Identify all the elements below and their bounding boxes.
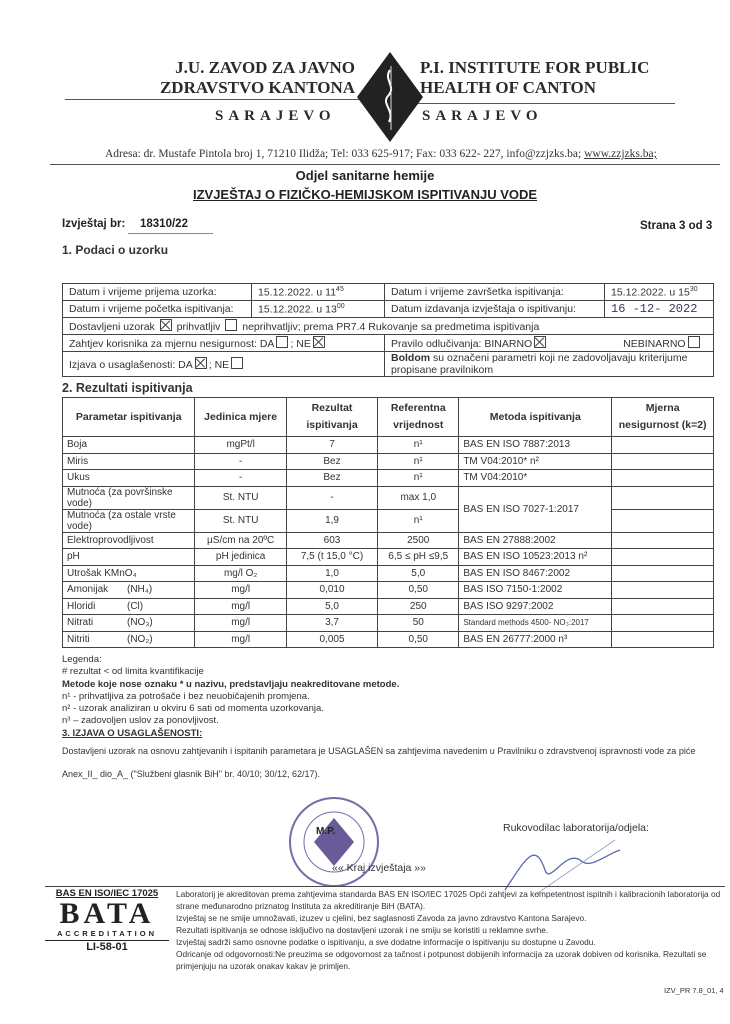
end-of-report: «« Kraj izvještaja »» bbox=[332, 862, 426, 874]
table-row bbox=[63, 453, 714, 470]
param-cell: Boja bbox=[63, 437, 195, 454]
table-row bbox=[63, 549, 714, 566]
table-row bbox=[63, 598, 714, 615]
param-name: Nitriti bbox=[67, 633, 90, 645]
bold-note-bold: Boldom bbox=[391, 352, 431, 364]
param-cell bbox=[63, 615, 195, 632]
issued-label: Datum izdavanja izvještaja o ispitivanju: bbox=[385, 301, 605, 318]
table-row bbox=[63, 352, 714, 377]
decision-rule-label: Pravilo odlučivanja: BINARNO bbox=[391, 338, 533, 350]
results-table bbox=[62, 397, 714, 648]
diamond-caduceus-logo-icon bbox=[355, 52, 425, 142]
col-reference: Referentna vrijednost bbox=[378, 398, 459, 437]
section3-title: 3. IZJAVA O USAGLAŠENOSTI: bbox=[62, 727, 203, 739]
table-row bbox=[63, 486, 714, 509]
ref-cell: 6,5 ≤ pH ≤9,5 bbox=[378, 549, 459, 566]
accept-checkbox[interactable] bbox=[160, 319, 172, 331]
result-cell: 7 bbox=[286, 437, 377, 454]
bold-note-text: su označeni parametri koji ne zadovoljavaju kriterijume propisane pravilnikom bbox=[391, 352, 688, 376]
unit-cell: µS/cm na 20ºC bbox=[195, 532, 286, 549]
result-cell: Bez bbox=[286, 453, 377, 470]
unit-cell: mg/l bbox=[195, 582, 286, 599]
report-title: IZVJEŠTAJ O FIZIČKO-HEMIJSKOM ISPITIVANJU VODE bbox=[192, 187, 538, 202]
legend-unaccredited: Metode koje nose oznaku * u nazivu, predstavljaju neakreditovane metode. bbox=[62, 678, 400, 690]
ref-cell: max 1,0 bbox=[378, 486, 459, 509]
result-cell: - bbox=[286, 486, 377, 509]
col-parameter: Parametar ispitivanja bbox=[63, 398, 195, 437]
nonbinary-checkbox[interactable] bbox=[688, 336, 700, 348]
param-cell: Utrošak KMnO₄ bbox=[63, 565, 195, 582]
table-row bbox=[63, 318, 714, 335]
method-cell: BAS ISO 7150-1:2002 bbox=[459, 582, 612, 599]
ref-cell: n¹ bbox=[378, 470, 459, 487]
unit-cell: - bbox=[195, 470, 286, 487]
uncertainty-ne-checkbox[interactable] bbox=[313, 336, 325, 348]
ref-cell: 2500 bbox=[378, 532, 459, 549]
uncertainty-cell bbox=[612, 565, 714, 582]
bata-accreditation-logo bbox=[45, 888, 169, 953]
uncertainty-cell bbox=[612, 509, 714, 532]
start-date: 15.12.2022. u 13 bbox=[258, 303, 337, 316]
method-cell: Standard methods 4500- NO₃:2017 bbox=[459, 615, 612, 632]
accreditation-brand: BATA bbox=[59, 897, 155, 930]
issued-date-stamp: 16 -12- 2022 bbox=[605, 301, 714, 318]
footer-rule bbox=[45, 886, 725, 887]
table-row bbox=[63, 335, 714, 352]
footer-line: strane međunarodno priznatog Instituta za akreditiranje BiH (BATA). bbox=[176, 901, 426, 911]
ref-cell: 50 bbox=[378, 615, 459, 632]
method-cell: BAS EN ISO 8467:2002 bbox=[459, 565, 612, 582]
uncertainty-cell bbox=[612, 486, 714, 509]
table-row bbox=[63, 437, 714, 454]
conformity-da-checkbox[interactable] bbox=[195, 357, 207, 369]
section1-title: 1. Podaci o uzorku bbox=[62, 243, 169, 257]
footer-line: Izvještaj sadrži samo osnovne podatke o ispitivanju, a sve dodatne informacije o ispitivanju su dostupne u Zavodu. bbox=[176, 937, 596, 947]
param-name: Amonijak bbox=[67, 584, 109, 596]
result-cell: 0,010 bbox=[286, 582, 377, 599]
report-number-underline bbox=[128, 233, 213, 234]
reject-label: neprihvatljiv; prema PR7.4 Rukovanje sa predmetima ispitivanja bbox=[242, 321, 540, 333]
uncertainty-cell bbox=[612, 631, 714, 648]
start-min: 00 bbox=[336, 302, 345, 310]
result-cell: Bez bbox=[286, 470, 377, 487]
header-rule-right bbox=[395, 103, 675, 104]
uncertainty-cell bbox=[612, 453, 714, 470]
accreditation-code: LI-58-01 bbox=[86, 941, 128, 953]
legend-n1: n¹ - prihvatljiva za potrošače i bez neuobičajenih promjena. bbox=[62, 690, 310, 702]
uncertainty-cell bbox=[612, 615, 714, 632]
address-line bbox=[105, 148, 657, 160]
section2-title: 2. Rezultati ispitivanja bbox=[62, 381, 193, 395]
accept-label: prihvatljiv bbox=[176, 321, 221, 333]
param-formula: (Cl) bbox=[127, 600, 144, 612]
param-cell: Miris bbox=[63, 453, 195, 470]
website-link[interactable]: www.zzjzks.ba; bbox=[584, 148, 657, 160]
table-row bbox=[63, 509, 714, 532]
ref-cell: n¹ bbox=[378, 509, 459, 532]
result-cell: 1,9 bbox=[286, 509, 377, 532]
department-title: Odjel sanitarne hemije bbox=[295, 168, 435, 183]
param-cell bbox=[63, 582, 195, 599]
uncertainty-cell bbox=[612, 549, 714, 566]
sample-info-table bbox=[62, 283, 714, 377]
param-name: Hloridi bbox=[67, 600, 96, 612]
official-stamp-icon bbox=[288, 796, 380, 888]
ref-cell: 5,0 bbox=[378, 565, 459, 582]
ref-cell: n¹ bbox=[378, 437, 459, 454]
uncertainty-da-checkbox[interactable] bbox=[276, 336, 288, 348]
header-left-line1: J.U. ZAVOD ZA JAVNO bbox=[175, 58, 355, 77]
table-header-row bbox=[63, 398, 714, 437]
report-number: 18310/22 bbox=[140, 218, 188, 230]
uncertainty-cell bbox=[612, 582, 714, 599]
table-row bbox=[63, 565, 714, 582]
param-cell: Elektroprovodljivost bbox=[63, 532, 195, 549]
unit-cell: - bbox=[195, 453, 286, 470]
city-right: SARAJEVO bbox=[422, 108, 543, 124]
col-uncertainty: Mjerna nesigurnost (k=2) bbox=[612, 398, 714, 437]
address-text: Adresa: dr. Mustafe Pintola broj 1, 71210 Ilidža; Tel: 033 625-917; Fax: 033 622- 227, info@zzjzks.ba; bbox=[105, 148, 582, 160]
finished-value bbox=[605, 284, 714, 301]
footer-line: primjenjuju na uzorak onakav kakav je primljen. bbox=[176, 961, 351, 971]
param-cell bbox=[63, 598, 195, 615]
param-cell: Mutnoća (za površinske vode) bbox=[63, 486, 195, 509]
footer-disclaimer bbox=[176, 888, 721, 972]
result-cell: 3,7 bbox=[286, 615, 377, 632]
legend-n3: n³ – zadovoljen uslov za ponovljivost. bbox=[62, 715, 219, 727]
header-rule-left bbox=[65, 99, 370, 100]
param-formula: (NH₄) bbox=[127, 584, 153, 596]
conformity-ne-checkbox[interactable] bbox=[231, 357, 243, 369]
table-row bbox=[63, 470, 714, 487]
result-cell: 0,005 bbox=[286, 631, 377, 648]
legend-title: Legenda: bbox=[62, 654, 102, 665]
report-number-label: Izvještaj br: bbox=[62, 218, 126, 230]
method-cell: BAS EN ISO 10523:2013 n² bbox=[459, 549, 612, 566]
received-min: 45 bbox=[336, 285, 344, 293]
city-left: SARAJEVO bbox=[215, 108, 336, 124]
form-code: IZV_PR 7.8_01, 4 bbox=[664, 986, 724, 995]
col-method: Metoda ispitivanja bbox=[459, 398, 612, 437]
result-cell: 5,0 bbox=[286, 598, 377, 615]
ref-cell: n¹ bbox=[378, 453, 459, 470]
param-name: Nitrati bbox=[67, 617, 94, 629]
nonbinary-label: NEBINARNO bbox=[623, 338, 686, 350]
finished-date: 15.12.2022. u 15 bbox=[611, 286, 690, 299]
received-value bbox=[252, 284, 385, 301]
institute-name-local bbox=[160, 58, 355, 98]
table-row bbox=[63, 631, 714, 648]
uncertainty-label: Zahtjev korisnika za mjernu nesigurnost: DA bbox=[69, 338, 275, 350]
accreditation-standard: BAS EN ISO/IEC 17025 bbox=[55, 888, 159, 899]
method-cell: BAS EN 27888:2002 bbox=[459, 532, 612, 549]
col-result: Rezultat ispitivanja bbox=[286, 398, 377, 437]
unit-cell: mg/l bbox=[195, 631, 286, 648]
param-cell: Mutnoća (za ostale vrste vode) bbox=[63, 509, 195, 532]
footer-line: Izvještaj se ne smije umnožavati, izuzev u cjelini, bez saglasnosti Zavoda za javno zdravstvo Kantona Sarajevo. bbox=[176, 913, 587, 923]
reject-checkbox[interactable] bbox=[225, 319, 237, 331]
uncertainty-cell bbox=[612, 437, 714, 454]
legend bbox=[62, 654, 399, 740]
header-left-line2: ZDRAVSTVO KANTONA bbox=[159, 78, 355, 97]
address-rule bbox=[50, 164, 720, 165]
method-cell: BAS EN 26777:2000 n³ bbox=[459, 631, 612, 648]
param-cell: pH bbox=[63, 549, 195, 566]
table-row bbox=[63, 582, 714, 599]
header-right-line2: HEALTH OF CANTON bbox=[420, 78, 597, 97]
unit-cell: mg/l O₂ bbox=[195, 565, 286, 582]
method-cell: TM V04:2010* bbox=[459, 470, 612, 487]
binary-checkbox[interactable] bbox=[534, 336, 546, 348]
sample-prefix: Dostavljeni uzorak bbox=[69, 321, 155, 333]
table-row bbox=[63, 532, 714, 549]
uncertainty-cell bbox=[612, 598, 714, 615]
start-value bbox=[252, 301, 385, 318]
unit-cell: mg/l bbox=[195, 615, 286, 632]
conformity-ne-label: ; NE bbox=[208, 359, 230, 371]
ref-cell: 0,50 bbox=[378, 582, 459, 599]
table-row bbox=[63, 301, 714, 318]
footer-line: Odricanje od odgovornosti:Ne preuzima se odgovornost za tačnost i potpunost dobijenih informacija za uzorak dobiven od korisnika. Rezultati se bbox=[176, 949, 707, 959]
conformity-line1: Dostavljeni uzorak na osnovu zahtjevanih i ispitanih parametara je USAGLAŠEN sa zahtjevima navedenim u Pravilniku o zdravstvenoj ispravnosti vode za piće bbox=[62, 746, 696, 756]
accreditation-sub: ACCREDITATION bbox=[45, 929, 169, 941]
col-unit: Jedinica mjere bbox=[195, 398, 286, 437]
finished-min: 30 bbox=[689, 285, 698, 293]
ref-cell: 250 bbox=[378, 598, 459, 615]
uncertainty-cell bbox=[612, 470, 714, 487]
method-cell: BAS EN ISO 7027-1:2017 bbox=[459, 486, 612, 532]
received-label: Datum i vrijeme prijema uzorka: bbox=[63, 284, 252, 301]
method-cell: BAS EN ISO 7887:2013 bbox=[459, 437, 612, 454]
param-formula: (NO₃) bbox=[127, 617, 153, 629]
ref-cell: 0,50 bbox=[378, 631, 459, 648]
table-row bbox=[63, 284, 714, 301]
header-right-line1: P.I. INSTITUTE FOR PUBLIC bbox=[420, 58, 650, 77]
legend-n2: n² - uzorak analiziran u okviru 6 sati od momenta uzorkovanja. bbox=[62, 703, 324, 715]
method-cell: BAS ISO 9297:2002 bbox=[459, 598, 612, 615]
uncertainty-ne-label: ; NE bbox=[290, 338, 311, 350]
unit-cell: mgPt/l bbox=[195, 437, 286, 454]
result-cell: 7,5 (t 15,0 °C) bbox=[286, 549, 377, 566]
footer-line: Laboratorij je akreditovan prema zahtjevima standarda BAS EN ISO/IEC 17025 Opći zahtjevi za kompetentnost ispitnih i kalibracionih laboratorija od bbox=[176, 889, 721, 899]
unit-cell: mg/l bbox=[195, 598, 286, 615]
bold-note bbox=[385, 352, 714, 377]
result-cell: 603 bbox=[286, 532, 377, 549]
param-formula: (NO₂) bbox=[127, 633, 153, 645]
page-indicator: Strana 3 od 3 bbox=[640, 220, 713, 232]
footer-line: Rezultati ispitivanja se odnose isključivo na dostavljeni uzorak i ne smiju se koristiti u reklamne svrhe. bbox=[176, 925, 549, 935]
param-cell: Ukus bbox=[63, 470, 195, 487]
conformity-statement bbox=[63, 352, 385, 377]
signature-label: Rukovodilac laboratorija/odjela: bbox=[503, 822, 649, 834]
result-cell: 1,0 bbox=[286, 565, 377, 582]
legend-hash: # rezultat < od limita kvantifikacije bbox=[62, 666, 204, 678]
unit-cell: pH jedinica bbox=[195, 549, 286, 566]
conformity-label: Izjava o usaglašenosti: DA bbox=[69, 359, 193, 371]
decision-rule bbox=[385, 335, 714, 352]
unit-cell: St. NTU bbox=[195, 509, 286, 532]
method-cell: TM V04:2010* n² bbox=[459, 453, 612, 470]
start-label: Datum i vrijeme početka ispitivanja: bbox=[63, 301, 252, 318]
finished-label: Datum i vrijeme završetka ispitivanja: bbox=[385, 284, 605, 301]
conformity-line2: Anex_II_ dio_A_ ("Službeni glasnik BiH" br. 40/10; 30/12, 62/17). bbox=[62, 769, 321, 779]
uncertainty-request bbox=[63, 335, 385, 352]
sample-acceptance bbox=[63, 318, 714, 335]
unit-cell: St. NTU bbox=[195, 486, 286, 509]
received-date: 15.12.2022. u 11 bbox=[258, 286, 337, 299]
param-cell bbox=[63, 631, 195, 648]
institute-name-english bbox=[420, 58, 649, 98]
stamp-label: M.P. bbox=[316, 826, 336, 837]
table-row bbox=[63, 615, 714, 632]
uncertainty-cell bbox=[612, 532, 714, 549]
